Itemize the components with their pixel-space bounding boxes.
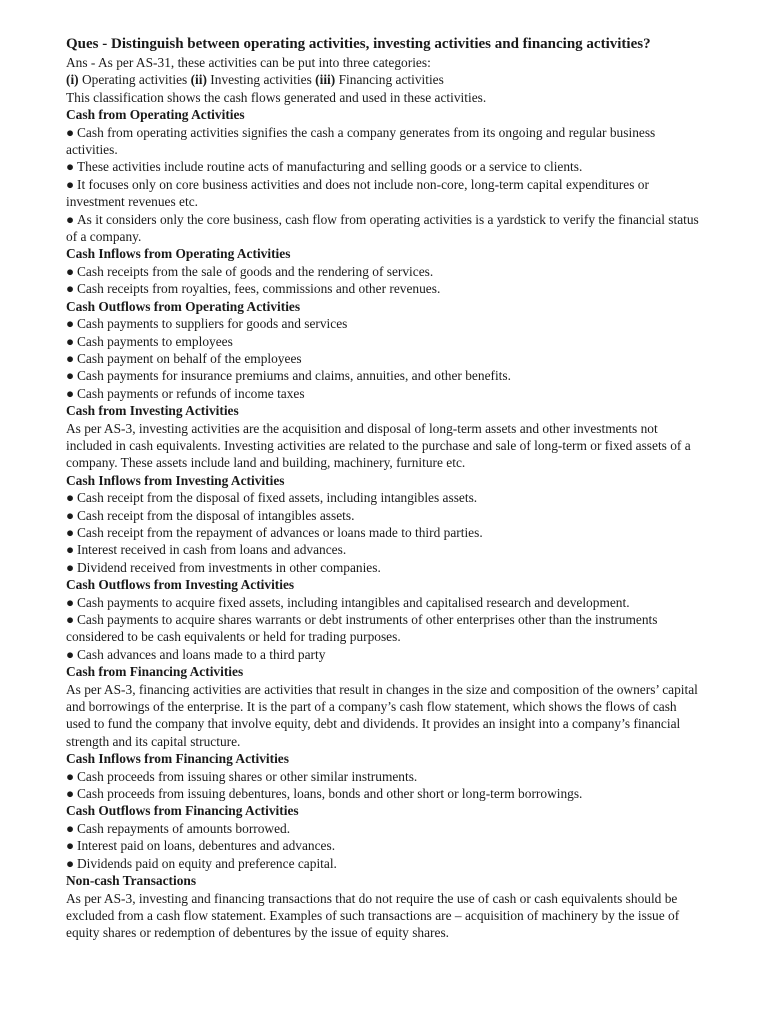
answer-intro: Ans - As per AS-31, these activities can be put into three categories: [66,55,431,70]
bullet-icon: ● [66,281,75,297]
section-heading: Non-cash Transactions [66,873,197,889]
bullet-item [66,315,702,332]
bullet-item [66,541,702,558]
bullet-item [66,367,702,384]
bullet-icon: ● [66,316,75,332]
category-list [66,71,702,88]
bullet-item [66,176,702,211]
bullet-item [66,837,702,854]
bullet-icon: ● [66,542,75,558]
bullet-text: Cash payments for insurance premiums and claims, annuities, and other benefits. [77,368,511,384]
category-investing: Investing activities [206,72,316,88]
bullet-item [66,594,702,611]
paragraph: As per AS-3, financing activities are activities that result in changes in the size and composition of the owners’ capital and borrowings of the enterprise. It is the part of a company’s cash flow statement, which shows the flows of cash used to fund the company that involve equity, debt and dividends. It provides an insight into a company’s financial strength and its capital structure. [66,681,698,749]
bullet-icon: ● [66,350,75,366]
bullet-icon: ● [66,768,75,784]
bullet-item [66,333,702,350]
bullet-text: Dividends paid on equity and preference capital. [77,855,337,871]
bullet-item [66,768,702,785]
bullet-item [66,855,702,872]
category-operating: Operating activities [78,72,191,88]
bullet-text: Cash receipts from the sale of goods and the rendering of services. [77,263,434,279]
bullet-list [66,820,702,872]
category-marker-i: (i) [66,72,79,88]
section-heading: Cash from Operating Activities [66,107,245,123]
bullet-text: Cash receipt from the disposal of intangibles assets. [77,507,355,523]
bullet-text: It focuses only on core business activities and does not include non-core, long-term capital expenditures or investment revenues etc. [66,176,649,210]
bullet-item [66,385,702,402]
bullet-text: Cash repayments of amounts borrowed. [77,820,291,836]
bullet-text: These activities include routine acts of manufacturing and selling goods or a service to clients. [77,159,583,175]
category-marker-ii: (ii) [190,72,207,88]
bullet-item [66,263,702,280]
bullet-item [66,280,702,297]
bullet-text: Cash receipts from royalties, fees, commissions and other revenues. [77,281,441,297]
bullet-list [66,594,702,664]
category-marker-iii: (iii) [315,72,336,88]
section-heading: Cash Outflows from Operating Activities [66,298,301,314]
bullet-text: Cash payments to acquire fixed assets, including intangibles and capitalised research and development. [77,594,630,610]
bullet-icon: ● [66,124,75,140]
bullet-text: Cash payments to suppliers for goods and services [77,316,348,332]
bullet-text: Cash payments or refunds of income taxes [77,385,305,401]
bullet-text: Cash receipt from the repayment of advances or loans made to third parties. [77,524,483,540]
bullet-text: Cash payments to acquire shares warrants or debt instruments of other enterprises other than the instruments considered to be cash equivalents or held for trading purposes. [66,612,658,645]
bullet-text: Dividend received from investments in other companies. [77,559,381,575]
bullet-text: As it considers only the core business, cash flow from operating activities is a yardstick to verify the financial status of a company. [66,211,699,245]
bullet-icon: ● [66,838,75,854]
section-heading: Cash Inflows from Operating Activities [66,246,291,262]
bullet-item [66,211,702,246]
bullet-text: Cash proceeds from issuing shares or other similar instruments. [77,768,418,784]
bullet-item [66,507,702,524]
question-title: Ques - Distinguish between operating activities, investing activities and financing activities? [66,36,651,52]
bullet-text: Cash payment on behalf of the employees [77,350,302,366]
bullet-text: Cash advances and loans made to a third party [77,646,326,662]
section-heading: Cash from Financing Activities [66,664,244,680]
bullet-item [66,124,702,159]
section-heading: Cash Outflows from Financing Activities [66,803,299,819]
bullet-text: Cash from operating activities signifies the cash a company generates from its ongoing and regular business activities. [66,124,656,158]
category-financing: Financing activities [335,72,444,88]
bullet-icon: ● [66,559,75,575]
section-heading: Cash Outflows from Investing Activities [66,577,295,593]
bullet-icon: ● [66,612,75,627]
bullet-text: Interest paid on loans, debentures and advances. [77,838,336,854]
bullet-list [66,124,702,246]
section-heading: Cash from Investing Activities [66,403,239,419]
section-heading: Cash Inflows from Financing Activities [66,751,289,767]
bullet-icon: ● [66,385,75,401]
bullet-icon: ● [66,333,75,349]
bullet-icon: ● [66,368,75,384]
bullet-icon: ● [66,594,75,610]
bullet-item [66,559,702,576]
bullet-icon: ● [66,524,75,540]
bullet-item [66,611,702,646]
bullet-item [66,489,702,506]
bullet-list [66,489,702,576]
bullet-list [66,315,702,402]
bullet-icon: ● [66,263,75,279]
paragraph: As per AS-3, investing activities are the acquisition and disposal of long-term assets and other investments not included in cash equivalents. Investing activities are related to the purchase and sale of long-term or fixed assets of a company. These assets include land and building, machinery, furniture etc. [66,420,691,471]
bullet-text: Cash receipt from the disposal of fixed assets, including intangibles assets. [77,490,478,506]
bullet-icon: ● [66,176,75,192]
classification-note: This classification shows the cash flows generated and used in these activities. [66,89,487,105]
bullet-icon: ● [66,646,75,662]
bullet-icon: ● [66,490,75,506]
bullet-list [66,263,702,298]
bullet-icon: ● [66,820,75,836]
bullet-text: Cash payments to employees [77,333,233,349]
bullet-item [66,524,702,541]
paragraph: As per AS-3, investing and financing transactions that do not require the use of cash or cash equivalents should be excluded from a cash flow statement. Examples of such transactions are – acquisition of machinery by the issue of equity shares or redemption of debentures by the issue of equity shares. [66,890,680,941]
bullet-icon: ● [66,786,75,802]
bullet-item [66,785,702,802]
bullet-list [66,768,702,803]
bullet-text: Cash proceeds from issuing debentures, loans, bonds and other short or long-term borrowings. [77,786,583,802]
bullet-text: Interest received in cash from loans and advances. [77,542,347,558]
bullet-icon: ● [66,507,75,523]
bullet-icon: ● [66,211,75,227]
bullet-item [66,158,702,175]
bullet-item [66,646,702,663]
bullet-icon: ● [66,159,75,175]
bullet-item [66,350,702,367]
bullet-icon: ● [66,855,75,871]
section-heading: Cash Inflows from Investing Activities [66,472,285,488]
bullet-item [66,820,702,837]
